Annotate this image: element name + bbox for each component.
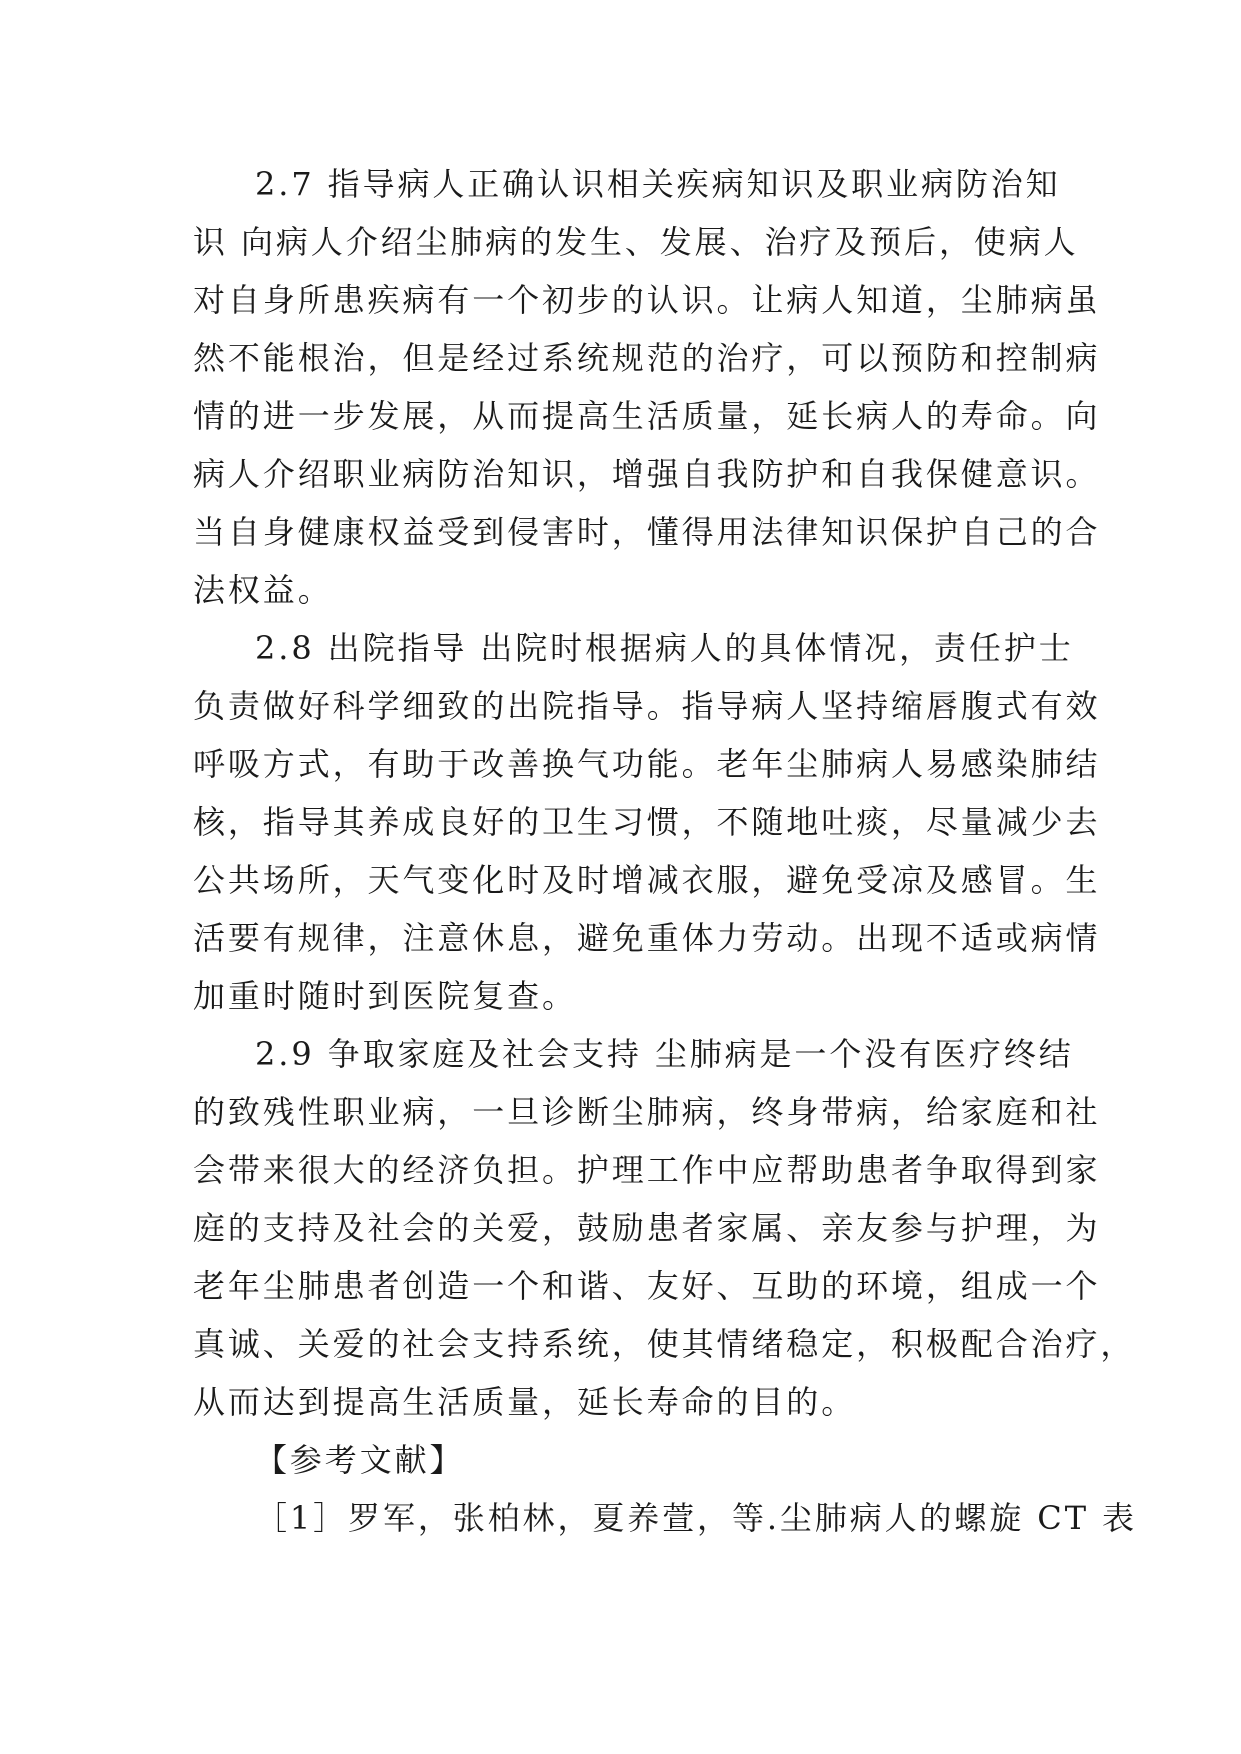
text-line: 真诚、关爱的社会支持系统，使其情绪稳定，积极配合治疗， <box>193 1325 1136 1363</box>
section-2-8-heading-line: 2.8 出院指导 出院时根据病人的具体情况，责任护士 <box>255 629 1074 667</box>
text-line: 从而达到提高生活质量，延长寿命的目的。 <box>193 1383 857 1421</box>
text-line: 加重时随时到医院复查。 <box>193 977 577 1015</box>
text-line: 法权益。 <box>193 571 333 609</box>
text-line: 呼吸方式，有助于改善换气功能。老年尘肺病人易感染肺结 <box>193 745 1101 783</box>
section-2-7-heading-line: 2.7 指导病人正确认识相关疾病知识及职业病防治知 <box>255 165 1061 203</box>
text-line: 庭的支持及社会的关爱，鼓励患者家属、亲友参与护理，为 <box>193 1209 1101 1247</box>
references-heading: 【参考文献】 <box>255 1441 465 1479</box>
text-line: 然不能根治，但是经过系统规范的治疗，可以预防和控制病 <box>193 339 1101 377</box>
text-line: 负责做好科学细致的出院指导。指导病人坚持缩唇腹式有效 <box>193 687 1101 725</box>
text-line: 的致残性职业病，一旦诊断尘肺病，终身带病，给家庭和社 <box>193 1093 1101 1131</box>
text-line: 老年尘肺患者创造一个和谐、友好、互助的环境，组成一个 <box>193 1267 1101 1305</box>
text-line: 对自身所患疾病有一个初步的认识。让病人知道，尘肺病虽 <box>193 281 1101 319</box>
reference-item: ［1］罗军，张柏林，夏养萱，等.尘肺病人的螺旋 CT 表 <box>255 1499 1137 1537</box>
document-body <box>193 155 1137 1547</box>
section-2-9-heading-line: 2.9 争取家庭及社会支持 尘肺病是一个没有医疗终结 <box>255 1035 1074 1073</box>
text-line: 活要有规律，注意休息，避免重体力劳动。出现不适或病情 <box>193 919 1101 957</box>
text-line: 情的进一步发展，从而提高生活质量，延长病人的寿命。向 <box>193 397 1101 435</box>
text-line: 核，指导其养成良好的卫生习惯，不随地吐痰，尽量减少去 <box>193 803 1101 841</box>
text-line: 当自身健康权益受到侵害时，懂得用法律知识保护自己的合 <box>193 513 1101 551</box>
text-line: 会带来很大的经济负担。护理工作中应帮助患者争取得到家 <box>193 1151 1101 1189</box>
text-line: 病人介绍职业病防治知识，增强自我防护和自我保健意识。 <box>193 455 1101 493</box>
text-line: 识 向病人介绍尘肺病的发生、发展、治疗及预后，使病人 <box>193 223 1079 261</box>
text-line: 公共场所，天气变化时及时增减衣服，避免受凉及感冒。生 <box>193 861 1101 899</box>
